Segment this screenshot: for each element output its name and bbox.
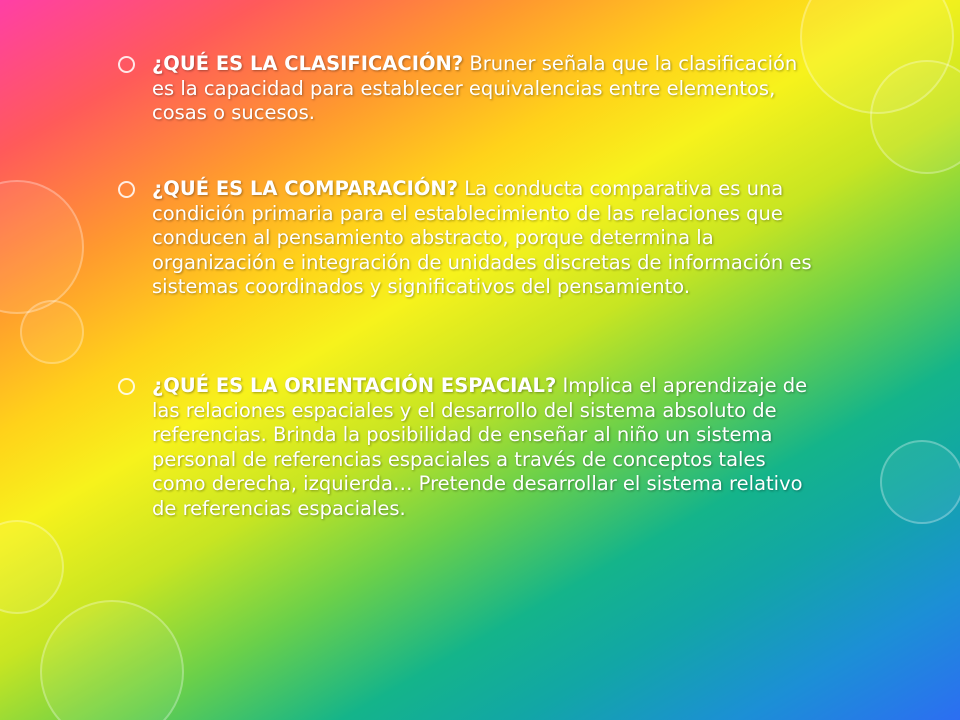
bullet-text: [152, 374, 818, 521]
bullet-body: Bruner señala que la clasificación es la capacidad para establecer equivalencias entre elementos, cosas o sucesos.: [152, 52, 798, 124]
bullet-clasificacion: [118, 52, 818, 126]
bokeh-circle: [0, 520, 64, 614]
bullet-comparacion: [118, 177, 818, 300]
circle-bullet-icon: [118, 378, 135, 395]
bullet-term: ¿QUÉ ES LA COMPARACIÓN?: [152, 177, 459, 200]
bullet-term: ¿QUÉ ES LA CLASIFICACIÓN?: [152, 52, 464, 75]
bullet-orientacion-espacial: [118, 374, 818, 521]
bokeh-circle: [40, 600, 184, 720]
bullet-body: Implica el aprendizaje de las relaciones espaciales y el desarrollo del sistema absoluto de referencias. Brinda la posibilidad de enseñar al niño un sistema personal de referencias espaciales a través de conceptos tales como derecha, izquierda… Pretende desarrollar el sistema relativo de referencias espaciales.: [152, 374, 808, 520]
bullet-text: [152, 177, 818, 300]
bokeh-circle: [880, 440, 960, 524]
circle-bullet-icon: [118, 56, 135, 73]
circle-bullet-icon: [118, 181, 135, 198]
bullet-term: ¿QUÉ ES LA ORIENTACIÓN ESPACIAL?: [152, 374, 557, 397]
bullet-body: La conducta comparativa es una condición primaria para el establecimiento de las relaciones que conducen al pensamiento abstracto, porque determina la organización e integración de unidades discretas de información es sistemas coordinados y significativos del pensamiento.: [152, 177, 812, 298]
bullet-text: [152, 52, 818, 126]
bokeh-circle: [20, 300, 84, 364]
bokeh-circle: [0, 180, 84, 314]
